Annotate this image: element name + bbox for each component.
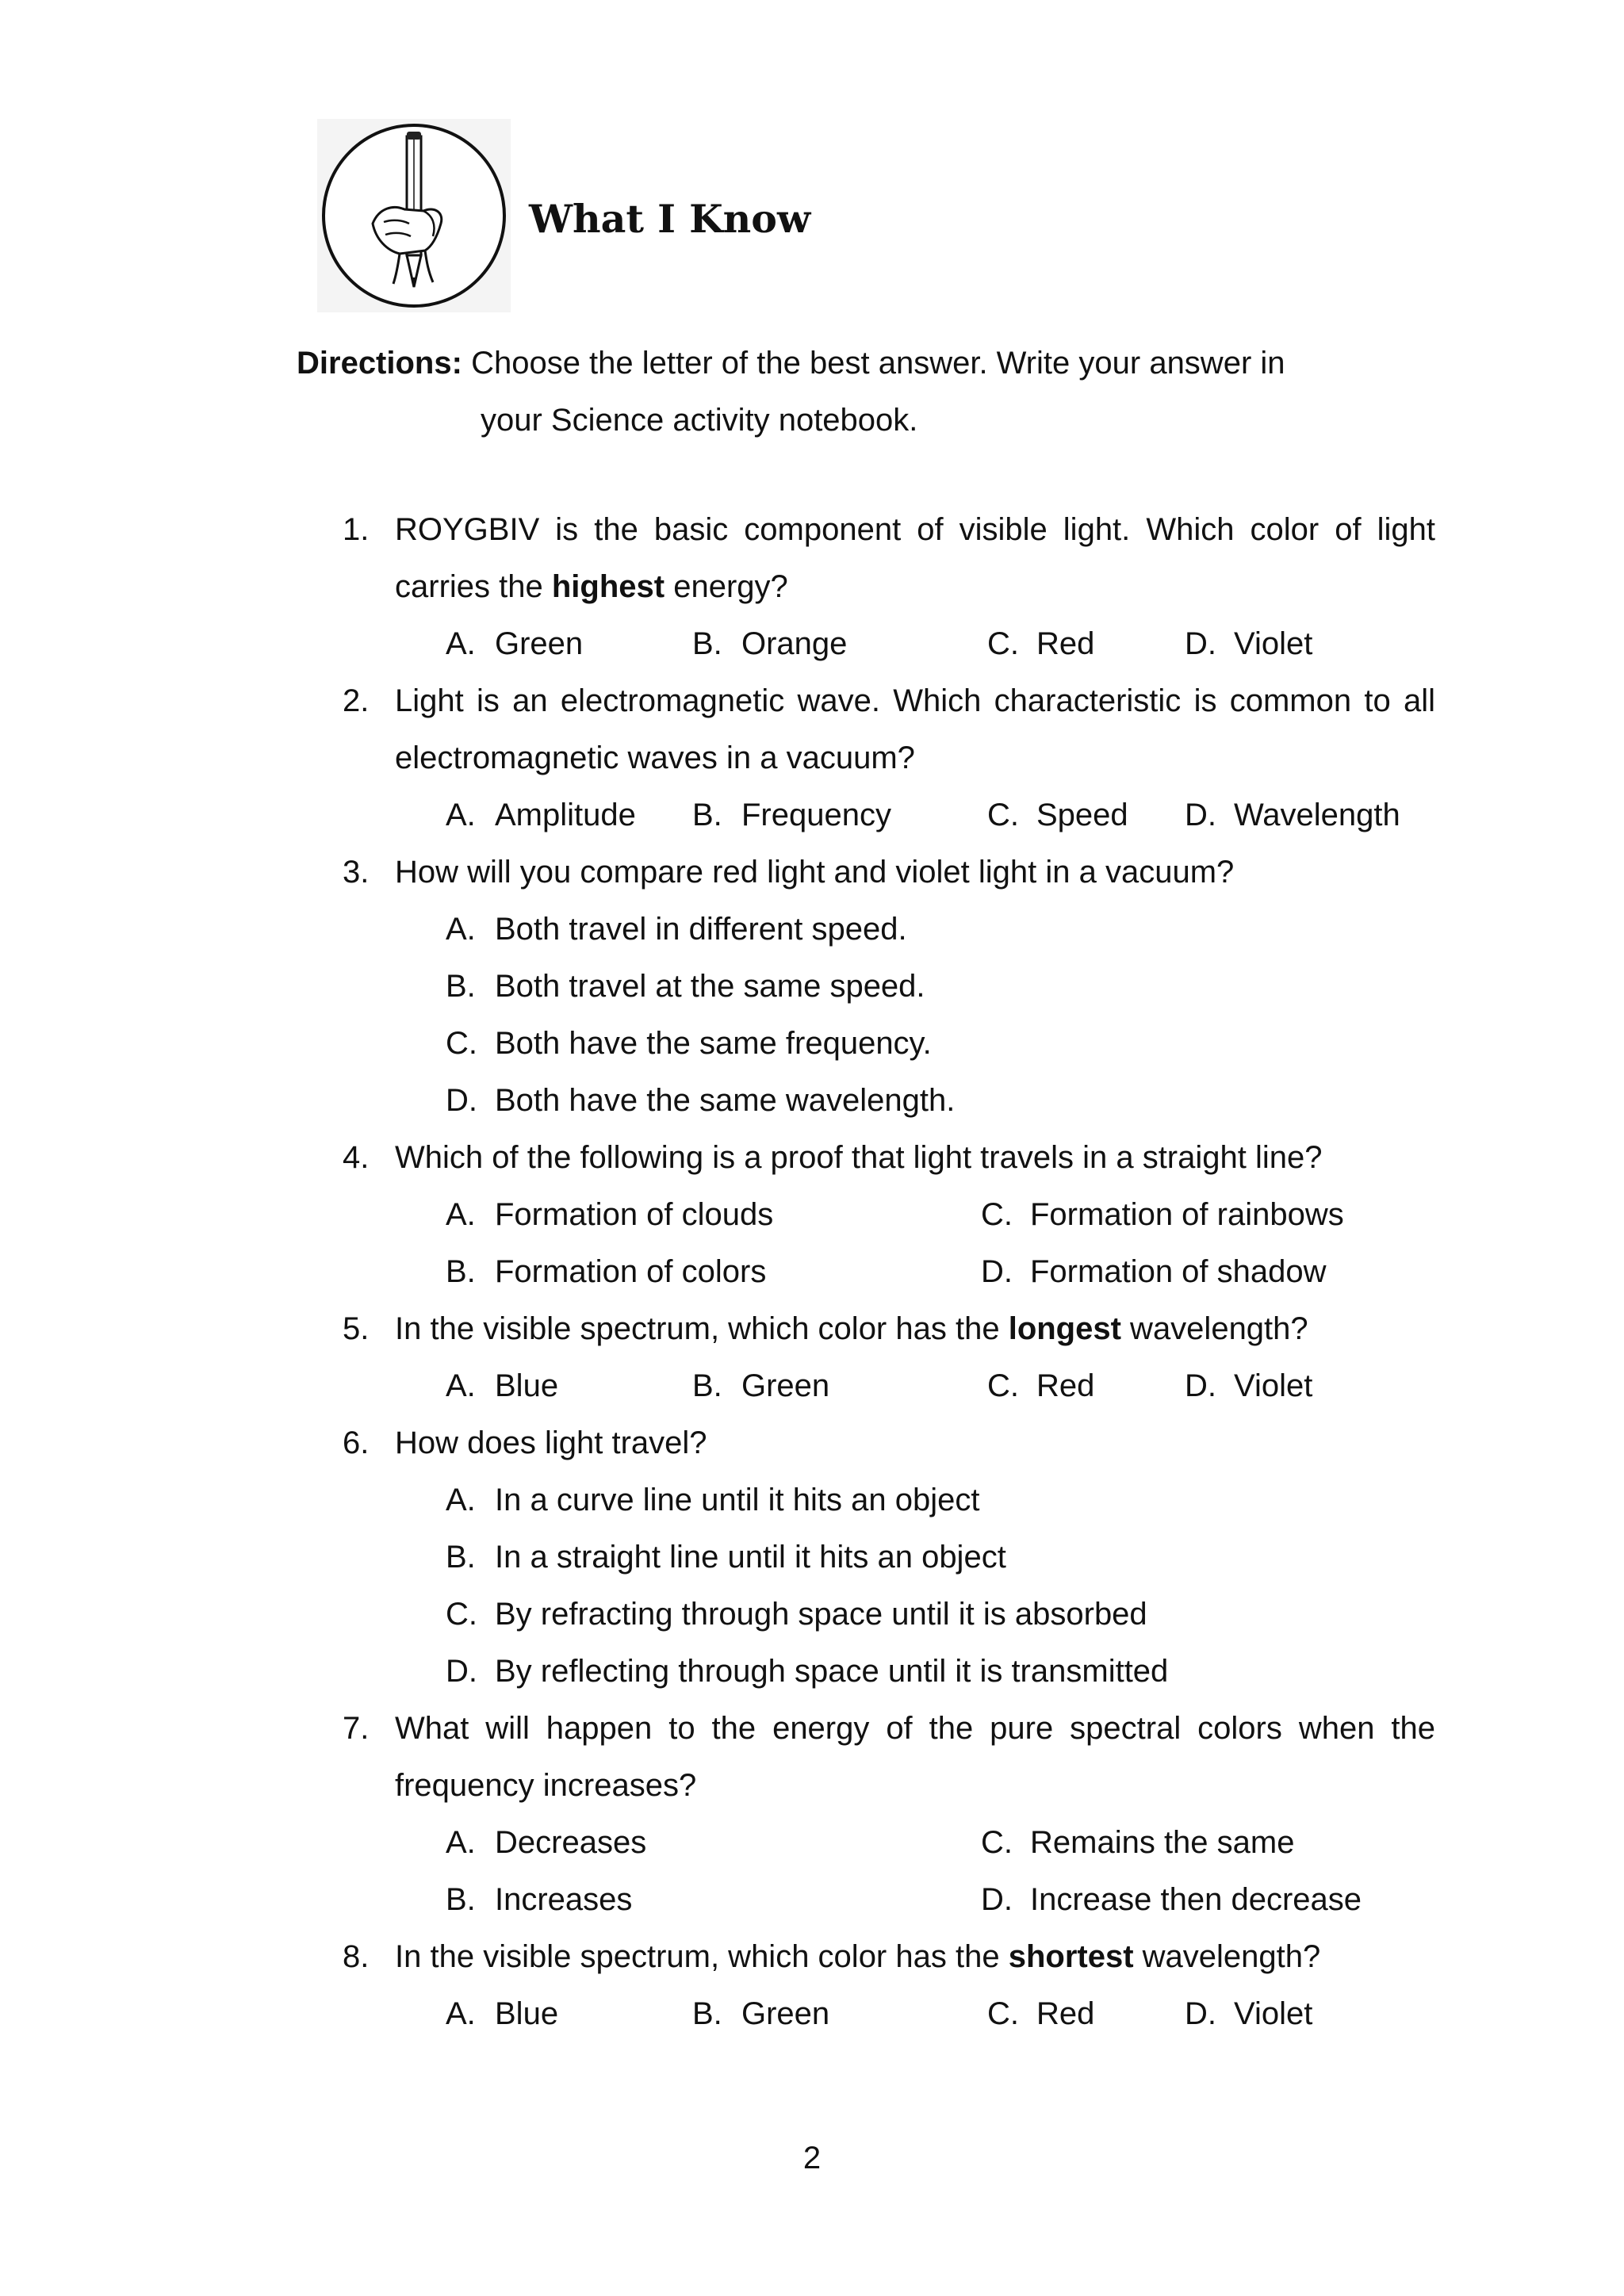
answer-option <box>446 1529 1006 1586</box>
option-text: Green <box>495 626 584 661</box>
option-text: In a straight line until it hits an object <box>495 1540 1006 1575</box>
option-letter: D. <box>446 1083 477 1118</box>
question-text-segment: wavelength? <box>1133 1939 1321 1974</box>
answer-option <box>1185 1985 1312 2042</box>
options-row <box>0 615 1624 672</box>
question-item <box>0 501 1624 672</box>
option-letter: A. <box>446 798 476 832</box>
directions-text-line2: your Science activity notebook. <box>481 403 918 438</box>
page-number: 2 <box>802 2141 822 2175</box>
question-line <box>0 672 1624 729</box>
option-letter: C. <box>981 1825 1013 1860</box>
question-item <box>0 1129 1624 1300</box>
option-letter: C. <box>987 798 1019 832</box>
option-letter: B. <box>692 1996 722 2031</box>
directions-label: Directions: <box>297 346 462 381</box>
question-item <box>0 1700 1624 1928</box>
option-letter: C. <box>987 626 1019 661</box>
option-text: Decreases <box>495 1825 647 1860</box>
question-number: 7. <box>343 1711 370 1746</box>
answer-option <box>987 786 1128 844</box>
question-text-segment: ROYGBIV is the basic component of visible light. Which color of light <box>395 512 1435 547</box>
option-letter: A. <box>446 1197 476 1232</box>
question-text-segment: In the visible spectrum, which color has the <box>395 1939 1009 1974</box>
option-text: Wavelength <box>1234 798 1400 832</box>
option-letter: A. <box>446 1483 476 1517</box>
question-text-segment: What will happen to the energy of the pure spectral colors when the <box>395 1711 1435 1746</box>
question-text <box>395 1300 1435 1357</box>
section-title: What I Know <box>529 196 811 242</box>
answer-option <box>446 615 583 672</box>
option-text: Red <box>1036 1368 1095 1403</box>
question-line <box>0 1757 1624 1814</box>
directions <box>297 335 1438 449</box>
options-row <box>0 1643 1624 1700</box>
question-line <box>0 1700 1624 1757</box>
question-line <box>0 501 1624 558</box>
option-letter: D. <box>1185 626 1216 661</box>
answer-option <box>446 1357 558 1414</box>
options-row <box>0 1871 1624 1928</box>
answer-option <box>446 1186 773 1243</box>
directions-text-line1: Choose the letter of the best answer. Write your answer in <box>471 346 1285 381</box>
option-text: Both have the same wavelength. <box>495 1083 956 1118</box>
question-line <box>0 1129 1624 1186</box>
options-row <box>0 1015 1624 1072</box>
answer-option <box>446 958 925 1015</box>
answer-option <box>692 1357 829 1414</box>
options-row <box>0 786 1624 844</box>
options-row <box>0 1243 1624 1300</box>
option-text: Amplitude <box>495 798 636 832</box>
option-text: Green <box>741 1368 830 1403</box>
question-text <box>395 1928 1435 1985</box>
question-text <box>395 1414 1435 1471</box>
option-text: Remains the same <box>1030 1825 1295 1860</box>
question-line <box>0 729 1624 786</box>
option-letter: B. <box>446 1882 476 1917</box>
answer-option <box>446 1072 955 1129</box>
question-line <box>0 1928 1624 1985</box>
option-text: Speed <box>1036 798 1128 832</box>
option-letter: A. <box>446 1368 476 1403</box>
option-text: Both have the same frequency. <box>495 1026 932 1061</box>
answer-option <box>692 786 891 844</box>
answer-option <box>981 1186 1344 1243</box>
option-text: Orange <box>741 626 848 661</box>
answer-option <box>987 1357 1094 1414</box>
option-letter: A. <box>446 912 476 947</box>
answer-option <box>446 786 636 844</box>
question-text <box>395 558 1435 615</box>
option-letter: D. <box>446 1654 477 1689</box>
options-row <box>0 1471 1624 1529</box>
option-text: Violet <box>1234 1368 1313 1403</box>
answer-option <box>987 1985 1094 2042</box>
options-row <box>0 1072 1624 1129</box>
answer-option <box>692 1985 829 2042</box>
option-letter: C. <box>987 1368 1019 1403</box>
question-text-segment: How will you compare red light and violet light in a vacuum? <box>395 855 1235 890</box>
answer-option <box>1185 1357 1312 1414</box>
question-number: 3. <box>343 855 370 890</box>
answer-option <box>987 615 1094 672</box>
options-row <box>0 958 1624 1015</box>
option-text: By reflecting through space until it is transmitted <box>495 1654 1169 1689</box>
question-text-segment: frequency increases? <box>395 1768 697 1803</box>
answer-option <box>446 1871 632 1928</box>
option-letter: A. <box>446 626 476 661</box>
option-text: Formation of shadow <box>1030 1254 1327 1289</box>
answer-option <box>446 1643 1168 1700</box>
question-item <box>0 1928 1624 2042</box>
question-list <box>0 501 1624 2042</box>
question-line <box>0 844 1624 901</box>
question-text <box>395 501 1435 558</box>
question-text-segment: In the visible spectrum, which color has the <box>395 1311 1009 1346</box>
option-letter: C. <box>981 1197 1013 1232</box>
option-text: In a curve line until it hits an object <box>495 1483 980 1517</box>
option-letter: B. <box>692 1368 722 1403</box>
option-letter: A. <box>446 1996 476 2031</box>
option-text: Frequency <box>741 798 891 832</box>
answer-option <box>1185 615 1312 672</box>
emphasis-text: longest <box>1008 1311 1121 1346</box>
answer-option <box>446 1015 932 1072</box>
question-text-segment: carries the <box>395 569 552 604</box>
question-item <box>0 672 1624 844</box>
option-text: Formation of rainbows <box>1030 1197 1344 1232</box>
option-letter: B. <box>446 1540 476 1575</box>
question-text-segment: How does light travel? <box>395 1425 707 1460</box>
option-letter: D. <box>981 1254 1013 1289</box>
question-number: 2. <box>343 683 370 718</box>
option-text: Blue <box>495 1368 559 1403</box>
question-number: 1. <box>343 512 370 547</box>
option-letter: C. <box>446 1597 477 1632</box>
options-row <box>0 1529 1624 1586</box>
answer-option <box>446 1814 646 1871</box>
options-row <box>0 1357 1624 1414</box>
options-row <box>0 901 1624 958</box>
option-text: Green <box>741 1996 830 2031</box>
answer-option <box>446 1243 766 1300</box>
answer-option <box>981 1814 1294 1871</box>
option-text: By refracting through space until it is absorbed <box>495 1597 1147 1632</box>
question-text-segment: electromagnetic waves in a vacuum? <box>395 740 915 775</box>
option-letter: B. <box>692 798 722 832</box>
question-text <box>395 672 1435 729</box>
question-number: 4. <box>343 1140 370 1175</box>
answer-option <box>981 1871 1362 1928</box>
question-number: 8. <box>343 1939 370 1974</box>
question-line <box>0 558 1624 615</box>
question-item <box>0 1300 1624 1414</box>
question-text <box>395 844 1435 901</box>
option-letter: C. <box>446 1026 477 1061</box>
option-text: Violet <box>1234 1996 1313 2031</box>
options-row <box>0 1586 1624 1643</box>
option-letter: D. <box>1185 1368 1216 1403</box>
hand-holding-pencil-icon <box>317 119 511 312</box>
question-text-segment: Light is an electromagnetic wave. Which characteristic is common to all <box>395 683 1435 718</box>
question-text-segment: energy? <box>665 569 788 604</box>
option-text: Both travel at the same speed. <box>495 969 925 1004</box>
option-letter: C. <box>987 1996 1019 2031</box>
option-text: Increase then decrease <box>1030 1882 1362 1917</box>
option-letter: D. <box>1185 798 1216 832</box>
question-text-segment: wavelength? <box>1120 1311 1308 1346</box>
question-text <box>395 1700 1435 1757</box>
question-text <box>395 1129 1435 1186</box>
option-text: Increases <box>495 1882 633 1917</box>
option-letter: D. <box>981 1882 1013 1917</box>
question-text-segment: Which of the following is a proof that light travels in a straight line? <box>395 1140 1323 1175</box>
answer-option <box>692 615 847 672</box>
options-row <box>0 1985 1624 2042</box>
answer-option <box>446 1586 1147 1643</box>
question-item <box>0 844 1624 1129</box>
options-row <box>0 1814 1624 1871</box>
option-letter: B. <box>692 626 722 661</box>
emphasis-text: highest <box>551 569 665 604</box>
option-text: Violet <box>1234 626 1313 661</box>
option-letter: D. <box>1185 1996 1216 2031</box>
answer-option <box>446 1471 979 1529</box>
option-text: Both travel in different speed. <box>495 912 907 947</box>
question-line <box>0 1414 1624 1471</box>
option-text: Formation of colors <box>495 1254 767 1289</box>
question-item <box>0 1414 1624 1700</box>
answer-option <box>1185 786 1400 844</box>
option-letter: B. <box>446 1254 476 1289</box>
question-line <box>0 1300 1624 1357</box>
option-text: Formation of clouds <box>495 1197 774 1232</box>
question-text <box>395 1757 1435 1814</box>
option-text: Blue <box>495 1996 559 2031</box>
question-text <box>395 729 1435 786</box>
option-letter: B. <box>446 969 476 1004</box>
answer-option <box>446 901 907 958</box>
options-row <box>0 1186 1624 1243</box>
emphasis-text: shortest <box>1008 1939 1134 1974</box>
answer-option <box>981 1243 1327 1300</box>
question-number: 6. <box>343 1425 370 1460</box>
answer-option <box>446 1985 558 2042</box>
question-number: 5. <box>343 1311 370 1346</box>
option-text: Red <box>1036 1996 1095 2031</box>
option-text: Red <box>1036 626 1095 661</box>
option-letter: A. <box>446 1825 476 1860</box>
